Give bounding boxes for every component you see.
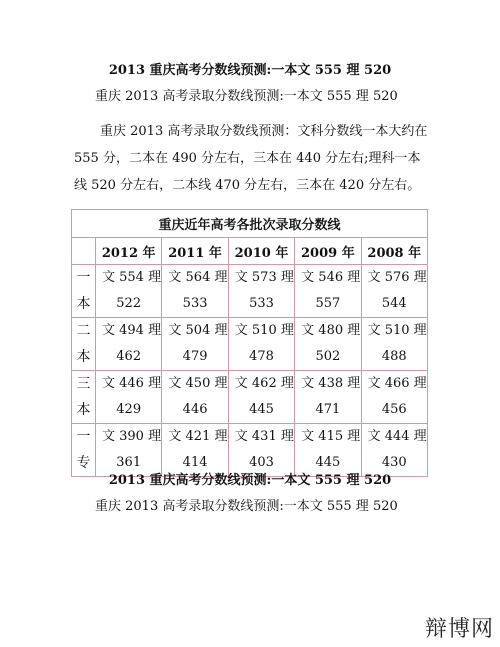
- page-heading-bottom: 2013 重庆高考分数线预测:一本文 555 理 520: [108, 473, 392, 488]
- watermark-logo: 辩博网: [424, 617, 494, 642]
- table-row: [72, 371, 428, 424]
- table-caption: 重庆近年高考各批次录取分数线: [72, 210, 428, 238]
- table-caption-row: [72, 210, 428, 238]
- score-cell: 文 504 理 479: [162, 318, 228, 371]
- table-row: [72, 318, 428, 371]
- score-table: [71, 209, 428, 477]
- score-cell: 文 444 理 430: [361, 424, 427, 477]
- score-cell: 文 462 理 445: [228, 371, 294, 424]
- page-subheading-bottom: 重庆 2013 高考录取分数线预测:一本文 555 理 520: [95, 499, 398, 514]
- score-cell: 文 564 理 533: [162, 265, 228, 318]
- score-cell: 文 510 理 478: [228, 318, 294, 371]
- year-header-2008: 2008 年: [361, 238, 427, 265]
- score-cell: 文 431 理 403: [228, 424, 294, 477]
- year-header-2011: 2011 年: [162, 238, 228, 265]
- score-cell: 文 446 理 429: [96, 371, 162, 424]
- year-header-2010: 2010 年: [228, 238, 294, 265]
- tier-header-cell: [72, 238, 96, 265]
- score-cell: 文 546 理 557: [295, 265, 361, 318]
- year-header-2009: 2009 年: [295, 238, 361, 265]
- table-row: [72, 424, 428, 477]
- year-header-2012: 2012 年: [96, 238, 162, 265]
- page-heading-top: 2013 重庆高考分数线预测:一本文 555 理 520: [108, 63, 392, 78]
- tier-label-yizhuan: 一 专: [72, 424, 96, 477]
- score-cell: 文 576 理 544: [361, 265, 427, 318]
- page-subheading-top: 重庆 2013 高考录取分数线预测:一本文 555 理 520: [95, 89, 398, 104]
- score-cell: 文 421 理 414: [162, 424, 228, 477]
- score-cell: 文 438 理 471: [295, 371, 361, 424]
- tier-label-yiben: 一 本: [72, 265, 96, 318]
- score-cell: 文 390 理 361: [96, 424, 162, 477]
- table-row: [72, 265, 428, 318]
- score-cell: 文 573 理 533: [228, 265, 294, 318]
- score-cell: 文 480 理 502: [295, 318, 361, 371]
- tier-label-erben: 二 本: [72, 318, 96, 371]
- score-cell: 文 510 理 488: [361, 318, 427, 371]
- score-cell: 文 450 理 446: [162, 371, 228, 424]
- prediction-paragraph: 重庆 2013 高考录取分数线预测：文科分数线一本大约在 555 分，二本在 490 分左右，三本在 440 分左右;理科一本线 520 分左右，二本线 470 分左右，三本在 420 分左右。: [74, 124, 428, 193]
- score-cell: 文 415 理 445: [295, 424, 361, 477]
- score-cell: 文 494 理 462: [96, 318, 162, 371]
- table-header-row: [72, 238, 428, 265]
- tier-label-sanben: 三 本: [72, 371, 96, 424]
- score-cell: 文 554 理 522: [96, 265, 162, 318]
- score-cell: 文 466 理 456: [361, 371, 427, 424]
